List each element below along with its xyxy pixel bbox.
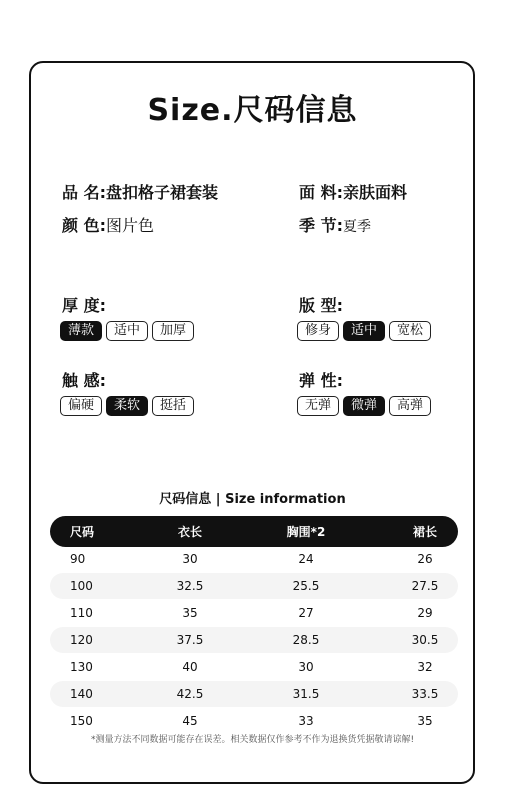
table-cell: 30	[298, 660, 314, 674]
material-value: 亲肤面料	[342, 183, 407, 202]
table-row	[50, 573, 458, 599]
thickness-option: 加厚	[152, 321, 194, 341]
fit-options	[297, 321, 431, 341]
thickness-option: 适中	[106, 321, 148, 341]
table-cell: 27.5	[411, 579, 439, 593]
footnote: *测量方法不同数据可能存在误差。相关数据仅作参考不作为退换货凭据敬请谅解!	[90, 735, 415, 745]
table-row	[50, 600, 458, 626]
table-row	[50, 546, 458, 572]
table-cell: 29	[417, 606, 433, 620]
table-cell: 28.5	[292, 633, 320, 647]
touch-option: 偏硬	[60, 396, 102, 416]
table-row	[50, 654, 458, 680]
table-cell: 25.5	[292, 579, 320, 593]
table-cell: 27	[298, 606, 314, 620]
fit-option: 适中	[343, 321, 385, 341]
table-cell: 35	[182, 606, 198, 620]
table-cell: 42.5	[176, 687, 204, 701]
table-cell: 45	[182, 714, 198, 728]
color-label: 颜 色:	[62, 216, 106, 235]
table-cell: 120	[70, 633, 93, 647]
table-cell: 30	[182, 552, 198, 566]
table-cell: 35	[417, 714, 433, 728]
page-title: Size.尺码信息	[147, 93, 358, 128]
fit-label: 版 型:	[299, 296, 343, 315]
season-label: 季 节:	[299, 216, 343, 235]
season-field	[299, 213, 371, 236]
table-cell: 150	[70, 714, 93, 728]
elasticity-label: 弹 性:	[299, 371, 343, 390]
table-cell: 31.5	[292, 687, 320, 701]
color-value: 图片色	[105, 216, 154, 235]
thickness-options	[60, 321, 194, 341]
table-cell: 110	[70, 606, 93, 620]
table-row	[50, 627, 458, 653]
table-cell: 30.5	[411, 633, 439, 647]
material-field	[299, 180, 407, 203]
fit-option: 修身	[297, 321, 339, 341]
table-cell: 130	[70, 660, 93, 674]
elasticity-option: 无弹	[297, 396, 339, 416]
table-row	[50, 708, 458, 734]
header-bust: 胸围*2	[286, 525, 326, 539]
elasticity-option: 高弹	[389, 396, 431, 416]
table-cell: 140	[70, 687, 93, 701]
header-skirt-length: 裙长	[412, 525, 437, 539]
thickness-label: 厚 度:	[62, 296, 106, 315]
table-cell: 40	[182, 660, 198, 674]
product-name-value: 盘扣格子裙套装	[105, 183, 218, 202]
touch-option: 挺括	[152, 396, 194, 416]
touch-label: 触 感:	[62, 371, 106, 390]
table-cell: 33	[298, 714, 314, 728]
size-table-title: 尺码信息 | Size information	[159, 492, 346, 507]
fit-option: 宽松	[389, 321, 431, 341]
season-value: 夏季	[342, 219, 371, 235]
table-cell: 26	[417, 552, 433, 566]
table-cell: 100	[70, 579, 93, 593]
table-cell: 37.5	[176, 633, 204, 647]
thickness-option: 薄款	[60, 321, 102, 341]
table-cell: 33.5	[411, 687, 439, 701]
touch-options	[60, 396, 194, 416]
header-size: 尺码	[70, 525, 95, 539]
table-cell: 32.5	[176, 579, 204, 593]
table-cell: 90	[70, 552, 86, 566]
touch-option: 柔软	[106, 396, 148, 416]
table-cell: 24	[298, 552, 314, 566]
size-table-header	[50, 516, 458, 547]
elasticity-option: 微弹	[343, 396, 385, 416]
product-name-field	[62, 180, 218, 203]
color-field	[62, 213, 154, 236]
header-top-length: 衣长	[177, 525, 202, 539]
material-label: 面 料:	[299, 183, 343, 202]
product-name-label: 品 名:	[62, 183, 106, 202]
table-row	[50, 681, 458, 707]
table-cell: 32	[417, 660, 433, 674]
elasticity-options	[297, 396, 431, 416]
